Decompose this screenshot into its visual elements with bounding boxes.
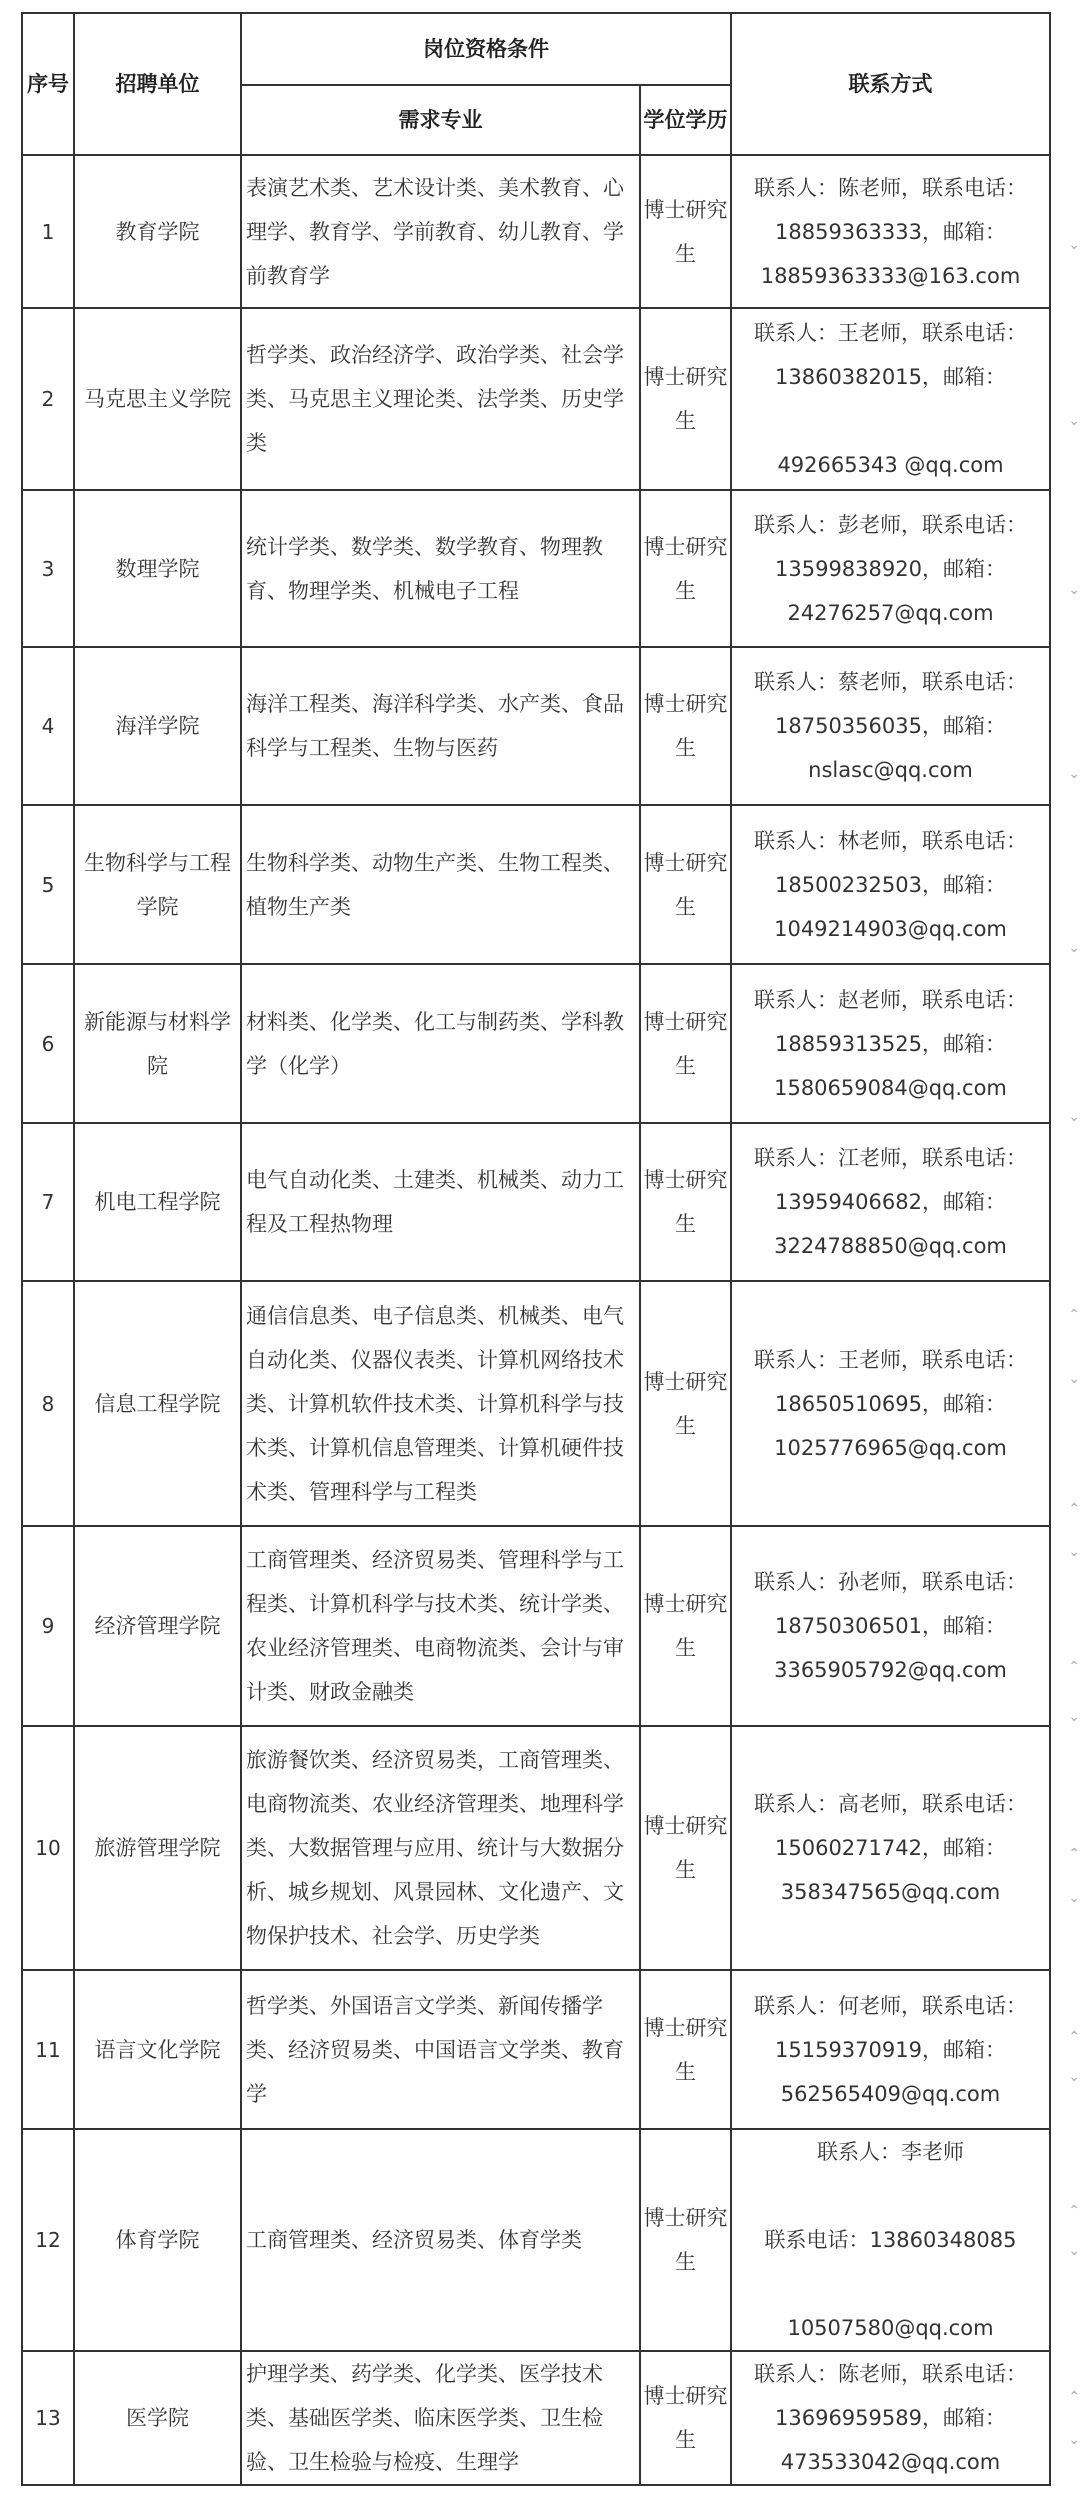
contact-line: 18859363333，邮箱： (775, 219, 1006, 244)
row-index: 6 (22, 964, 74, 1123)
row-index: 2 (22, 308, 74, 490)
header-contact: 联系方式 (731, 13, 1050, 155)
recruiting-unit: 海洋学院 (74, 647, 241, 805)
contact-line (738, 399, 1043, 443)
contact-line: 358347565@qq.com (780, 1880, 1001, 1904)
degree-requirement: 博士研究生 (640, 1123, 731, 1281)
table-row (22, 490, 1050, 647)
contact-line: 联系人：李老师 (817, 2140, 964, 2164)
recruiting-unit: 数理学院 (74, 490, 241, 647)
contact-line: 18650510695，邮箱： (775, 1391, 1006, 1416)
recruiting-unit: 医学院 (74, 2351, 241, 2485)
contact-info (731, 308, 1050, 490)
contact-info (731, 1726, 1050, 1970)
recruiting-unit: 体育学院 (74, 2129, 241, 2351)
contact-info (731, 155, 1050, 308)
degree-requirement: 博士研究生 (640, 1970, 731, 2129)
contact-line: 18750356035，邮箱： (775, 714, 1006, 738)
chevron-down-icon[interactable]: ⌄ (1068, 1371, 1080, 1387)
required-major: 哲学类、政治经济学、政治学类、社会学类、马克思主义理论类、法学类、历史学类 (241, 308, 640, 490)
table-row (22, 155, 1050, 308)
chevron-down-icon[interactable]: ⌄ (1068, 413, 1080, 429)
contact-line: 13959406682，邮箱： (775, 1190, 1006, 1214)
contact-line: 15159370919，邮箱： (775, 2037, 1006, 2062)
required-major: 哲学类、外国语言文学类、新闻传播学类、经济贸易类、中国语言文学类、教育学 (241, 1970, 640, 2129)
chevron-down-icon[interactable]: ⌄ (1068, 1109, 1080, 1125)
contact-line: 473533042@qq.com (780, 2450, 1001, 2474)
contact-line: 3365905792@qq.com (774, 1658, 1007, 1682)
contact-line: 联系人：蔡老师，联系电话： (754, 670, 1027, 694)
header-index: 序号 (22, 13, 74, 155)
recruitment-table (21, 12, 1051, 2486)
contact-info (731, 1123, 1050, 1281)
degree-requirement: 博士研究生 (640, 155, 731, 308)
contact-line: 18859313525，邮箱： (775, 1031, 1006, 1056)
contact-line: 联系人：陈老师，联系电话： (754, 2362, 1027, 2386)
required-major: 工商管理类、经济贸易类、管理科学与工程类、计算机科学与技术类、统计学类、农业经济管理类、电商物流类、会计与审计类、财政金融类 (241, 1526, 640, 1726)
contact-line: 562565409@qq.com (780, 2081, 1001, 2106)
degree-requirement: 博士研究生 (640, 1526, 731, 1726)
contact-info (731, 964, 1050, 1123)
contact-line: 联系人：孙老师，联系电话： (754, 1570, 1027, 1594)
chevron-down-icon[interactable]: ⌄ (1068, 2432, 1080, 2448)
chevron-up-icon[interactable]: ⌃ (1068, 2203, 1080, 2219)
required-major: 材料类、化学类、化工与制药类、学科教学（化学） (241, 964, 640, 1123)
contact-line: 联系人：彭老师，联系电话： (754, 512, 1027, 537)
chevron-down-icon[interactable]: ⌄ (1068, 237, 1080, 253)
required-major: 表演艺术类、艺术设计类、美术教育、心理学、教育学、学前教育、幼儿教育、学前教育学 (241, 155, 640, 308)
header-degree: 学位学历 (640, 85, 731, 155)
required-major: 海洋工程类、海洋科学类、水产类、食品科学与工程类、生物与医药 (241, 647, 640, 805)
chevron-up-icon[interactable]: ⌃ (1068, 2029, 1080, 2045)
contact-line: 3224788850@qq.com (774, 1234, 1007, 1258)
contact-line: 18859363333@163.com (760, 263, 1021, 288)
header-qualifications: 岗位资格条件 (241, 13, 731, 85)
chevron-down-icon[interactable]: ⌄ (1068, 940, 1080, 956)
contact-line: nslasc@qq.com (808, 758, 973, 782)
contact-line: 联系人：陈老师，联系电话： (754, 175, 1027, 200)
contact-info (731, 2351, 1050, 2485)
contact-line: 联系人：林老师，联系电话： (754, 828, 1027, 853)
contact-line: 联系人：何老师，联系电话： (754, 1993, 1027, 2018)
chevron-up-icon[interactable]: ⌃ (1068, 1846, 1080, 1862)
header-row-top (22, 13, 1050, 85)
required-major: 护理学类、药学类、化学类、医学技术类、基础医学类、临床医学类、卫生检验、卫生检验与检疫、生理学 (241, 2351, 640, 2485)
contact-info (731, 1281, 1050, 1526)
recruiting-unit: 经济管理学院 (74, 1526, 241, 1726)
table-row (22, 1281, 1050, 1526)
row-index: 11 (22, 1970, 74, 2129)
table-row (22, 2351, 1050, 2485)
table-row (22, 1526, 1050, 1726)
chevron-up-icon[interactable]: ⌃ (1068, 1307, 1080, 1323)
degree-requirement: 博士研究生 (640, 805, 731, 964)
required-major: 旅游餐饮类、经济贸易类，工商管理类、电商物流类、农业经济管理类、地理科学类、大数据管理与应用、统计与大数据分析、城乡规划、风景园林、文化遗产、文物保护技术、社会学、历史学类 (241, 1726, 640, 1970)
row-index: 3 (22, 490, 74, 647)
table-row (22, 805, 1050, 964)
chevron-up-icon[interactable]: ⌃ (1068, 1659, 1080, 1675)
degree-requirement: 博士研究生 (640, 1281, 731, 1526)
contact-line: 1049214903@qq.com (774, 916, 1007, 941)
row-index: 4 (22, 647, 74, 805)
required-major: 通信信息类、电子信息类、机械类、电气自动化类、仪器仪表类、计算机网络技术类、计算机软件技术类、计算机科学与技术类、计算机信息管理类、计算机硬件技术类、管理科学与工程类 (241, 1281, 640, 1526)
degree-requirement: 博士研究生 (640, 964, 731, 1123)
row-index: 8 (22, 1281, 74, 1526)
contact-line: 13696959589，邮箱： (775, 2406, 1006, 2430)
table-row (22, 2129, 1050, 2351)
contact-info (731, 1970, 1050, 2129)
recruiting-unit: 新能源与材料学院 (74, 964, 241, 1123)
recruiting-unit: 信息工程学院 (74, 1281, 241, 1526)
chevron-up-icon[interactable]: ⌃ (1068, 1501, 1080, 1517)
table-row (22, 1123, 1050, 1281)
required-major: 电气自动化类、土建类、机械类、动力工程及工程热物理 (241, 1123, 640, 1281)
contact-line: 联系电话：13860348085 (764, 2228, 1017, 2252)
contact-line: 联系人：王老师，联系电话： (754, 1347, 1027, 1372)
row-index: 12 (22, 2129, 74, 2351)
chevron-down-icon[interactable]: ⌄ (1068, 2243, 1080, 2259)
recruiting-unit: 旅游管理学院 (74, 1726, 241, 1970)
contact-line (738, 2262, 1043, 2306)
contact-line: 18500232503，邮箱： (775, 872, 1006, 897)
row-index: 10 (22, 1726, 74, 1970)
required-major: 生物科学类、动物生产类、生物工程类、植物生产类 (241, 805, 640, 964)
contact-line: 1580659084@qq.com (774, 1075, 1007, 1100)
table-body (22, 13, 1050, 2485)
contact-line: 18750306501，邮箱： (775, 1614, 1006, 1638)
required-major: 统计学类、数学类、数学教育、物理教育、物理学类、机械电子工程 (241, 490, 640, 647)
chevron-down-icon[interactable]: ⌄ (1068, 766, 1080, 782)
table-row (22, 1970, 1050, 2129)
chevron-down-icon[interactable]: ⌄ (1068, 1890, 1080, 1906)
contact-line: 24276257@qq.com (787, 600, 994, 625)
recruiting-unit: 马克思主义学院 (74, 308, 241, 490)
row-index: 1 (22, 155, 74, 308)
chevron-down-icon[interactable]: ⌄ (1068, 1544, 1080, 1560)
table-row (22, 1726, 1050, 1970)
contact-line: 13860382015，邮箱： (775, 365, 1006, 389)
contact-line: 联系人：江老师，联系电话： (754, 1146, 1027, 1170)
contact-info (731, 1526, 1050, 1726)
header-major: 需求专业 (241, 85, 640, 155)
header-unit: 招聘单位 (74, 13, 241, 155)
contact-line: 10507580@qq.com (787, 2316, 994, 2340)
contact-info (731, 2129, 1050, 2351)
contact-line: 15060271742，邮箱： (775, 1836, 1006, 1860)
contact-line: 联系人：高老师，联系电话： (754, 1792, 1027, 1816)
contact-line: 13599838920，邮箱： (775, 556, 1006, 581)
required-major: 工商管理类、经济贸易类、体育学类 (241, 2129, 640, 2351)
chevron-down-icon[interactable]: ⌄ (1068, 2069, 1080, 2085)
recruiting-unit: 教育学院 (74, 155, 241, 308)
row-index: 9 (22, 1526, 74, 1726)
recruiting-unit: 机电工程学院 (74, 1123, 241, 1281)
table-row (22, 964, 1050, 1123)
recruiting-unit: 语言文化学院 (74, 1970, 241, 2129)
degree-requirement: 博士研究生 (640, 647, 731, 805)
chevron-down-icon[interactable]: ⌄ (1068, 1709, 1080, 1725)
contact-info (731, 805, 1050, 964)
contact-info (731, 647, 1050, 805)
row-index: 5 (22, 805, 74, 964)
recruiting-unit: 生物科学与工程学院 (74, 805, 241, 964)
degree-requirement: 博士研究生 (640, 2351, 731, 2485)
contact-info (731, 490, 1050, 647)
chevron-up-icon[interactable]: ⌃ (1068, 2389, 1080, 2405)
contact-line: 联系人：王老师，联系电话： (754, 321, 1027, 345)
degree-requirement: 博士研究生 (640, 2129, 731, 2351)
contact-line: 联系人：赵老师，联系电话： (754, 987, 1027, 1012)
table-row (22, 647, 1050, 805)
degree-requirement: 博士研究生 (640, 1726, 731, 1970)
degree-requirement: 博士研究生 (640, 308, 731, 490)
contact-line (738, 2174, 1043, 2218)
chevron-down-icon[interactable]: ⌄ (1068, 582, 1080, 598)
row-index: 13 (22, 2351, 74, 2485)
contact-line: 1025776965@qq.com (774, 1435, 1007, 1460)
row-index: 7 (22, 1123, 74, 1281)
table-row (22, 308, 1050, 490)
degree-requirement: 博士研究生 (640, 490, 731, 647)
contact-line: 492665343 @qq.com (777, 453, 1004, 477)
